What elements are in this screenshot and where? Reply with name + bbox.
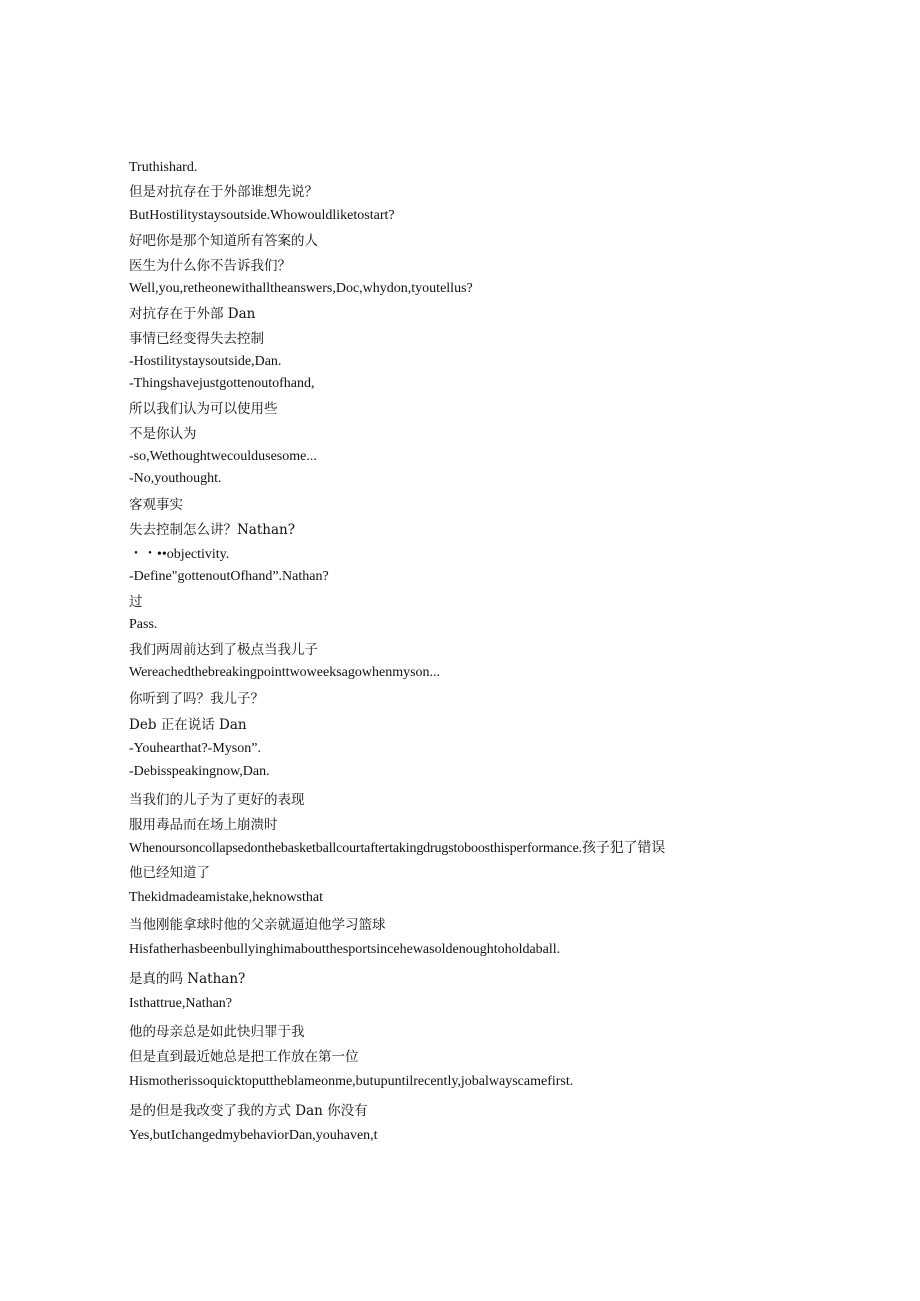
text-line: Yes,butIchangedmybehaviorDan,youhaven,t bbox=[129, 1128, 378, 1143]
text-line: 是的但是我改变了我的方式 Dan 你没有 bbox=[129, 1103, 368, 1119]
text-line: 他已经知道了 bbox=[129, 865, 210, 881]
text-line: 你听到了吗？我儿子？ bbox=[129, 691, 264, 707]
text-line: Hismotherissoquicktoputtheblameonme,butupuntilrecently,jobalwayscamefirst. bbox=[129, 1074, 574, 1089]
text-line: 所以我们认为可以使用些 bbox=[129, 401, 278, 417]
text-line: 事情已经变得失去控制 bbox=[129, 331, 264, 347]
text-line: 但是对抗存在于外部谁想先说？ bbox=[129, 184, 318, 200]
text-line: 服用毒品而在场上崩溃时 bbox=[129, 817, 278, 833]
text-line: Truthishard. bbox=[129, 160, 198, 175]
text-line: Deb 正在说话 Dan bbox=[129, 717, 247, 733]
text-line: -Hostilitystaysoutside,Dan. bbox=[129, 354, 282, 369]
text-line: -No,youthought. bbox=[129, 471, 222, 486]
text-line: 不是你认为 bbox=[129, 426, 197, 442]
text-line: -so,Wethoughtwecouldusesome... bbox=[129, 449, 317, 464]
text-line: -Thingshavejustgottenoutofhand, bbox=[129, 376, 315, 391]
text-line: 客观事实 bbox=[129, 497, 183, 513]
text-line: 医生为什么你不告诉我们？ bbox=[129, 258, 291, 274]
text-line: Thekidmadeamistake,heknowsthat bbox=[129, 890, 323, 905]
text-line: ・・••objectivity. bbox=[129, 547, 230, 562]
text-line: 失去控制怎么讲？Nathan? bbox=[129, 522, 295, 538]
text-line: Wereachedthebreakingpointtwoweeksagowhenmyson... bbox=[129, 665, 441, 680]
text-line: 但是直到最近她总是把工作放在第一位 bbox=[129, 1049, 359, 1065]
text-line: Whenoursoncollapsedonthebasketballcourtaftertakingdrugstoboosthisperformance.孩子犯了错误 bbox=[129, 841, 666, 856]
text-line: 是真的吗 Nathan? bbox=[129, 971, 246, 987]
text-line: 当我们的儿子为了更好的表现 bbox=[129, 792, 305, 808]
text-line: 好吧你是那个知道所有答案的人 bbox=[129, 233, 318, 249]
text-line: Well,you,retheonewithalltheanswers,Doc,whydon,tyoutellus? bbox=[129, 281, 473, 296]
text-line: 他的母亲总是如此快归罪于我 bbox=[129, 1024, 305, 1040]
text-line: 对抗存在于外部 Dan bbox=[129, 306, 256, 322]
text-line: 过 bbox=[129, 594, 143, 610]
text-line: -Define"gottenoutOfhand”.Nathan? bbox=[129, 569, 329, 584]
text-line: 当他刚能拿球时他的父亲就逼迫他学习篮球 bbox=[129, 917, 386, 933]
text-line: Hisfatherhasbeenbullyinghimaboutthesportsincehewasoldenoughtoholdaball. bbox=[129, 942, 561, 957]
text-line: 我们两周前达到了极点当我儿子 bbox=[129, 642, 318, 658]
text-line: ButHostilitystaysoutside.Whowouldliketostart? bbox=[129, 208, 395, 223]
text-line: Pass. bbox=[129, 617, 158, 632]
text-line: Isthattrue,Nathan? bbox=[129, 996, 233, 1011]
text-line: -Youhearthat?-Myson”. bbox=[129, 741, 261, 756]
text-line: -Debisspeakingnow,Dan. bbox=[129, 764, 270, 779]
